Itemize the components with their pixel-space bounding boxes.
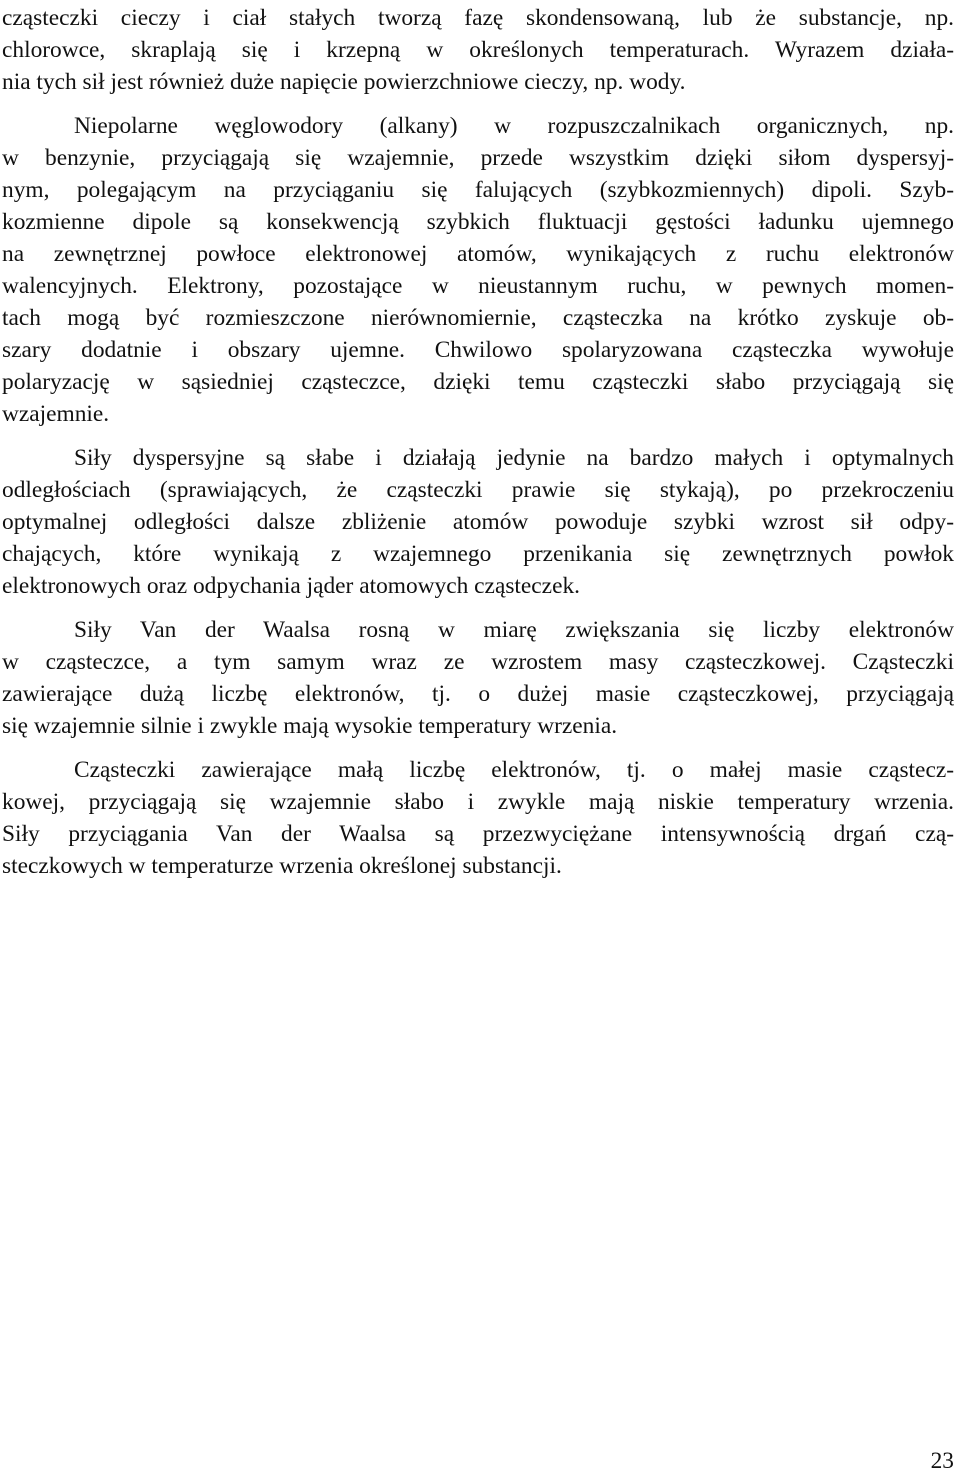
paragraph [2,110,954,430]
text-line: polaryzację w sąsiedniej cząsteczce, dzięki temu cząsteczki słabo przyciągają się [2,369,954,395]
text-line: kozmienne dipole są konsekwencją szybkich fluktuacji gęstości ładunku ujemnego [2,209,954,235]
paragraph [2,2,954,98]
text-line: odległościach (sprawiających, że cząsteczki prawie się stykają), po przekroczeniu [2,477,954,503]
text-line: optymalnej odległości dalsze zbliżenie atomów powoduje szybki wzrost sił odpy- [2,509,954,535]
text-line: w benzynie, przyciągają się wzajemnie, przede wszystkim dzięki siłom dyspersyj- [2,145,954,171]
text-line: tach mogą być rozmieszczone nierównomiernie, cząsteczka na krótko zyskuje ob- [2,305,954,331]
paragraph [2,754,954,882]
text-line: walencyjnych. Elektrony, pozostające w nieustannym ruchu, w pewnych momen- [2,273,954,299]
text-line: kowej, przyciągają się wzajemnie słabo i zwykle mają niskie temperatury wrzenia. [2,789,954,815]
text-line: chających, które wynikają z wzajemnego przenikania się zewnętrznych powłok [2,541,954,567]
paragraph [2,442,954,602]
paragraph [2,614,954,742]
text-line: się wzajemnie silnie i zwykle mają wysokie temperatury wrzenia. [2,713,618,739]
text-line: szary dodatnie i obszary ujemne. Chwilowo spolaryzowana cząsteczka wywołuje [2,337,954,363]
text-line: Siły dyspersyjne są słabe i działają jedynie na bardzo małych i optymalnych [74,445,954,471]
text-line: wzajemnie. [2,401,110,427]
text-line: cząsteczki cieczy i ciał stałych tworzą fazę skondensowaną, lub że substancje, np. [2,5,954,31]
text-line: Siły przyciągania Van der Waalsa są przezwyciężane intensywnością drgań czą- [2,821,954,847]
page-number: 23 [930,1448,954,1474]
text-line: nia tych sił jest również duże napięcie powierzchniowe cieczy, np. wody. [2,69,686,95]
text-line: w cząsteczce, a tym samym wraz ze wzrostem masy cząsteczkowej. Cząsteczki [2,649,954,675]
text-line: Siły Van der Waalsa rosną w miarę zwiększania się liczby elektronów [74,617,954,643]
text-line: nym, polegającym na przyciąganiu się falujących (szybkozmiennych) dipoli. Szyb- [2,177,954,203]
text-line: Niepolarne węglowodory (alkany) w rozpuszczalnikach organicznych, np. [74,113,954,139]
text-line: steczkowych w temperaturze wrzenia określonej substancji. [2,853,562,879]
text-line: elektronowych oraz odpychania jąder atomowych cząsteczek. [2,573,580,599]
body-text [2,2,954,882]
text-line: na zewnętrznej powłoce elektronowej atomów, wynikających z ruchu elektronów [2,241,954,267]
text-line: chlorowce, skraplają się i krzepną w określonych temperaturach. Wyrazem działa- [2,37,954,63]
text-line: zawierające dużą liczbę elektronów, tj. o dużej masie cząsteczkowej, przyciągają [2,681,954,707]
text-line: Cząsteczki zawierające małą liczbę elektronów, tj. o małej masie cząstecz- [74,757,954,783]
